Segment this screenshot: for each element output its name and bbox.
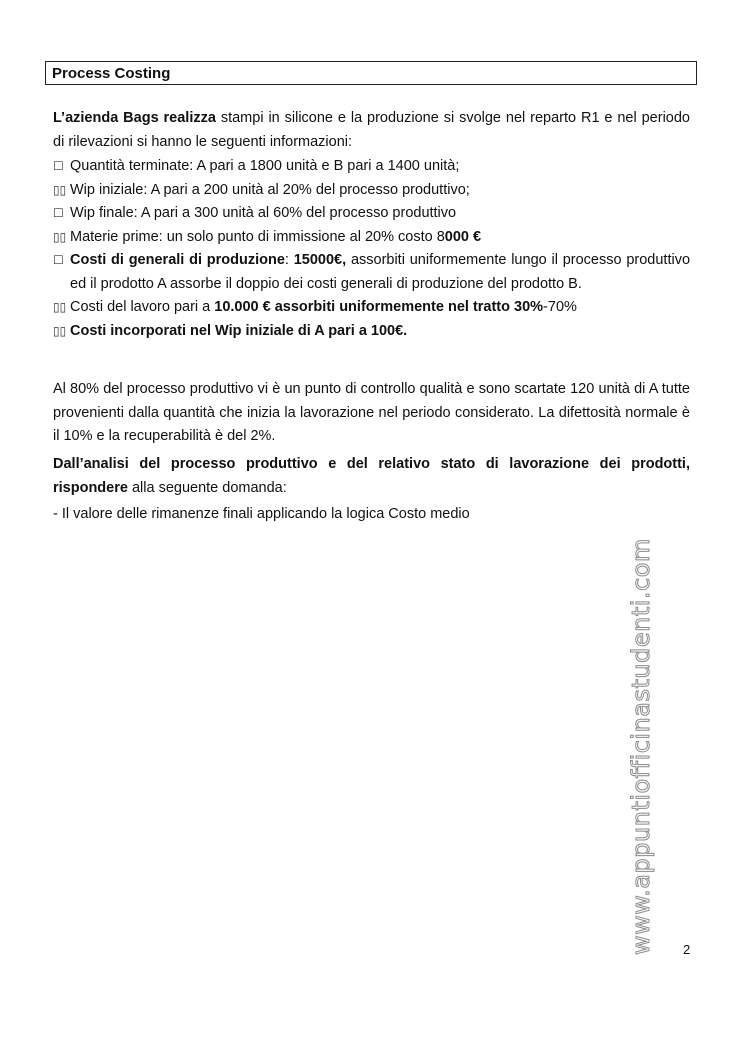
item-text: Wip iniziale: A pari a 200 unità al 20% del processo produttivo; <box>70 181 470 198</box>
section-title: Process Costing <box>45 61 697 85</box>
item-bold: 000 € <box>444 228 482 245</box>
list-item <box>53 226 690 250</box>
watermark-text: www.appuntiofficinastudenti.com <box>627 538 655 955</box>
list-item <box>53 202 690 226</box>
bullet-icon: ☐ <box>53 206 64 220</box>
bullet-icon: ▯▯ <box>53 300 67 314</box>
item-text: Materie prime: un solo punto di immissione al 20% costo 8 <box>70 228 445 245</box>
list-item <box>53 179 690 203</box>
list-item <box>53 249 690 296</box>
list-item <box>53 320 690 344</box>
question-text: alla seguente domanda: <box>127 479 287 496</box>
bullet-icon: ▯▯ <box>53 323 67 338</box>
bullet-icon: ▯▯ <box>53 182 67 197</box>
question-paragraph <box>53 453 690 500</box>
item-bold: Costi incorporati nel Wip iniziale di A pari a 100€. <box>70 322 408 339</box>
intro-text: stampi in silicone e la produzione si svolge nel reparto R1 e nel periodo di rilevazioni si hanno le seguenti informazioni: <box>53 110 690 150</box>
item-bold: 10.000 € assorbiti uniformemente nel tratto 30% <box>214 299 544 315</box>
question-item: - Il valore delle rimanenze finali applicando la logica Costo medio <box>53 506 470 522</box>
list-item <box>53 155 690 179</box>
bullet-icon: ▯▯ <box>53 229 67 244</box>
item-text: : <box>284 252 294 268</box>
item-text: Costi del lavoro pari a <box>70 299 215 315</box>
question-bold: Dall’analisi del processo produttivo e del relativo stato di lavorazione dei prodotti, <box>53 456 690 472</box>
item-text: Quantità terminate: A pari a 1800 unità e B pari a 1400 unità; <box>70 158 460 174</box>
intro-paragraph <box>53 107 690 154</box>
intro-bold: L’azienda Bags realizza <box>53 110 216 126</box>
bullet-icon: ☐ <box>53 159 64 173</box>
item-text: -70% <box>543 299 577 315</box>
item-text: Wip finale: A pari a 300 unità al 60% del processo produttivo <box>70 205 457 221</box>
page-number: 2 <box>683 942 691 957</box>
question-bold-2: rispondere <box>53 479 128 496</box>
list-item <box>53 296 690 320</box>
bullet-icon: ☐ <box>53 253 64 267</box>
item-bold: Costi di generali di produzione <box>70 252 285 268</box>
item-bold: 15000€, <box>293 252 347 268</box>
item-text: assorbiti uniformemente lungo il processo produttivo ed il prodotto A assorbe il doppio dei costi generali di produzione del prodotto B. <box>70 252 691 292</box>
quality-paragraph: Al 80% del processo produttivo vi è un punto di controllo qualità e sono scartate 120 unità di A tutte provenienti dalla quantità che inizia la lavorazione nel periodo considerato. La difettosità normale è il 10% e la recuperabilità è del 2%. <box>53 381 690 444</box>
info-list <box>53 155 690 343</box>
